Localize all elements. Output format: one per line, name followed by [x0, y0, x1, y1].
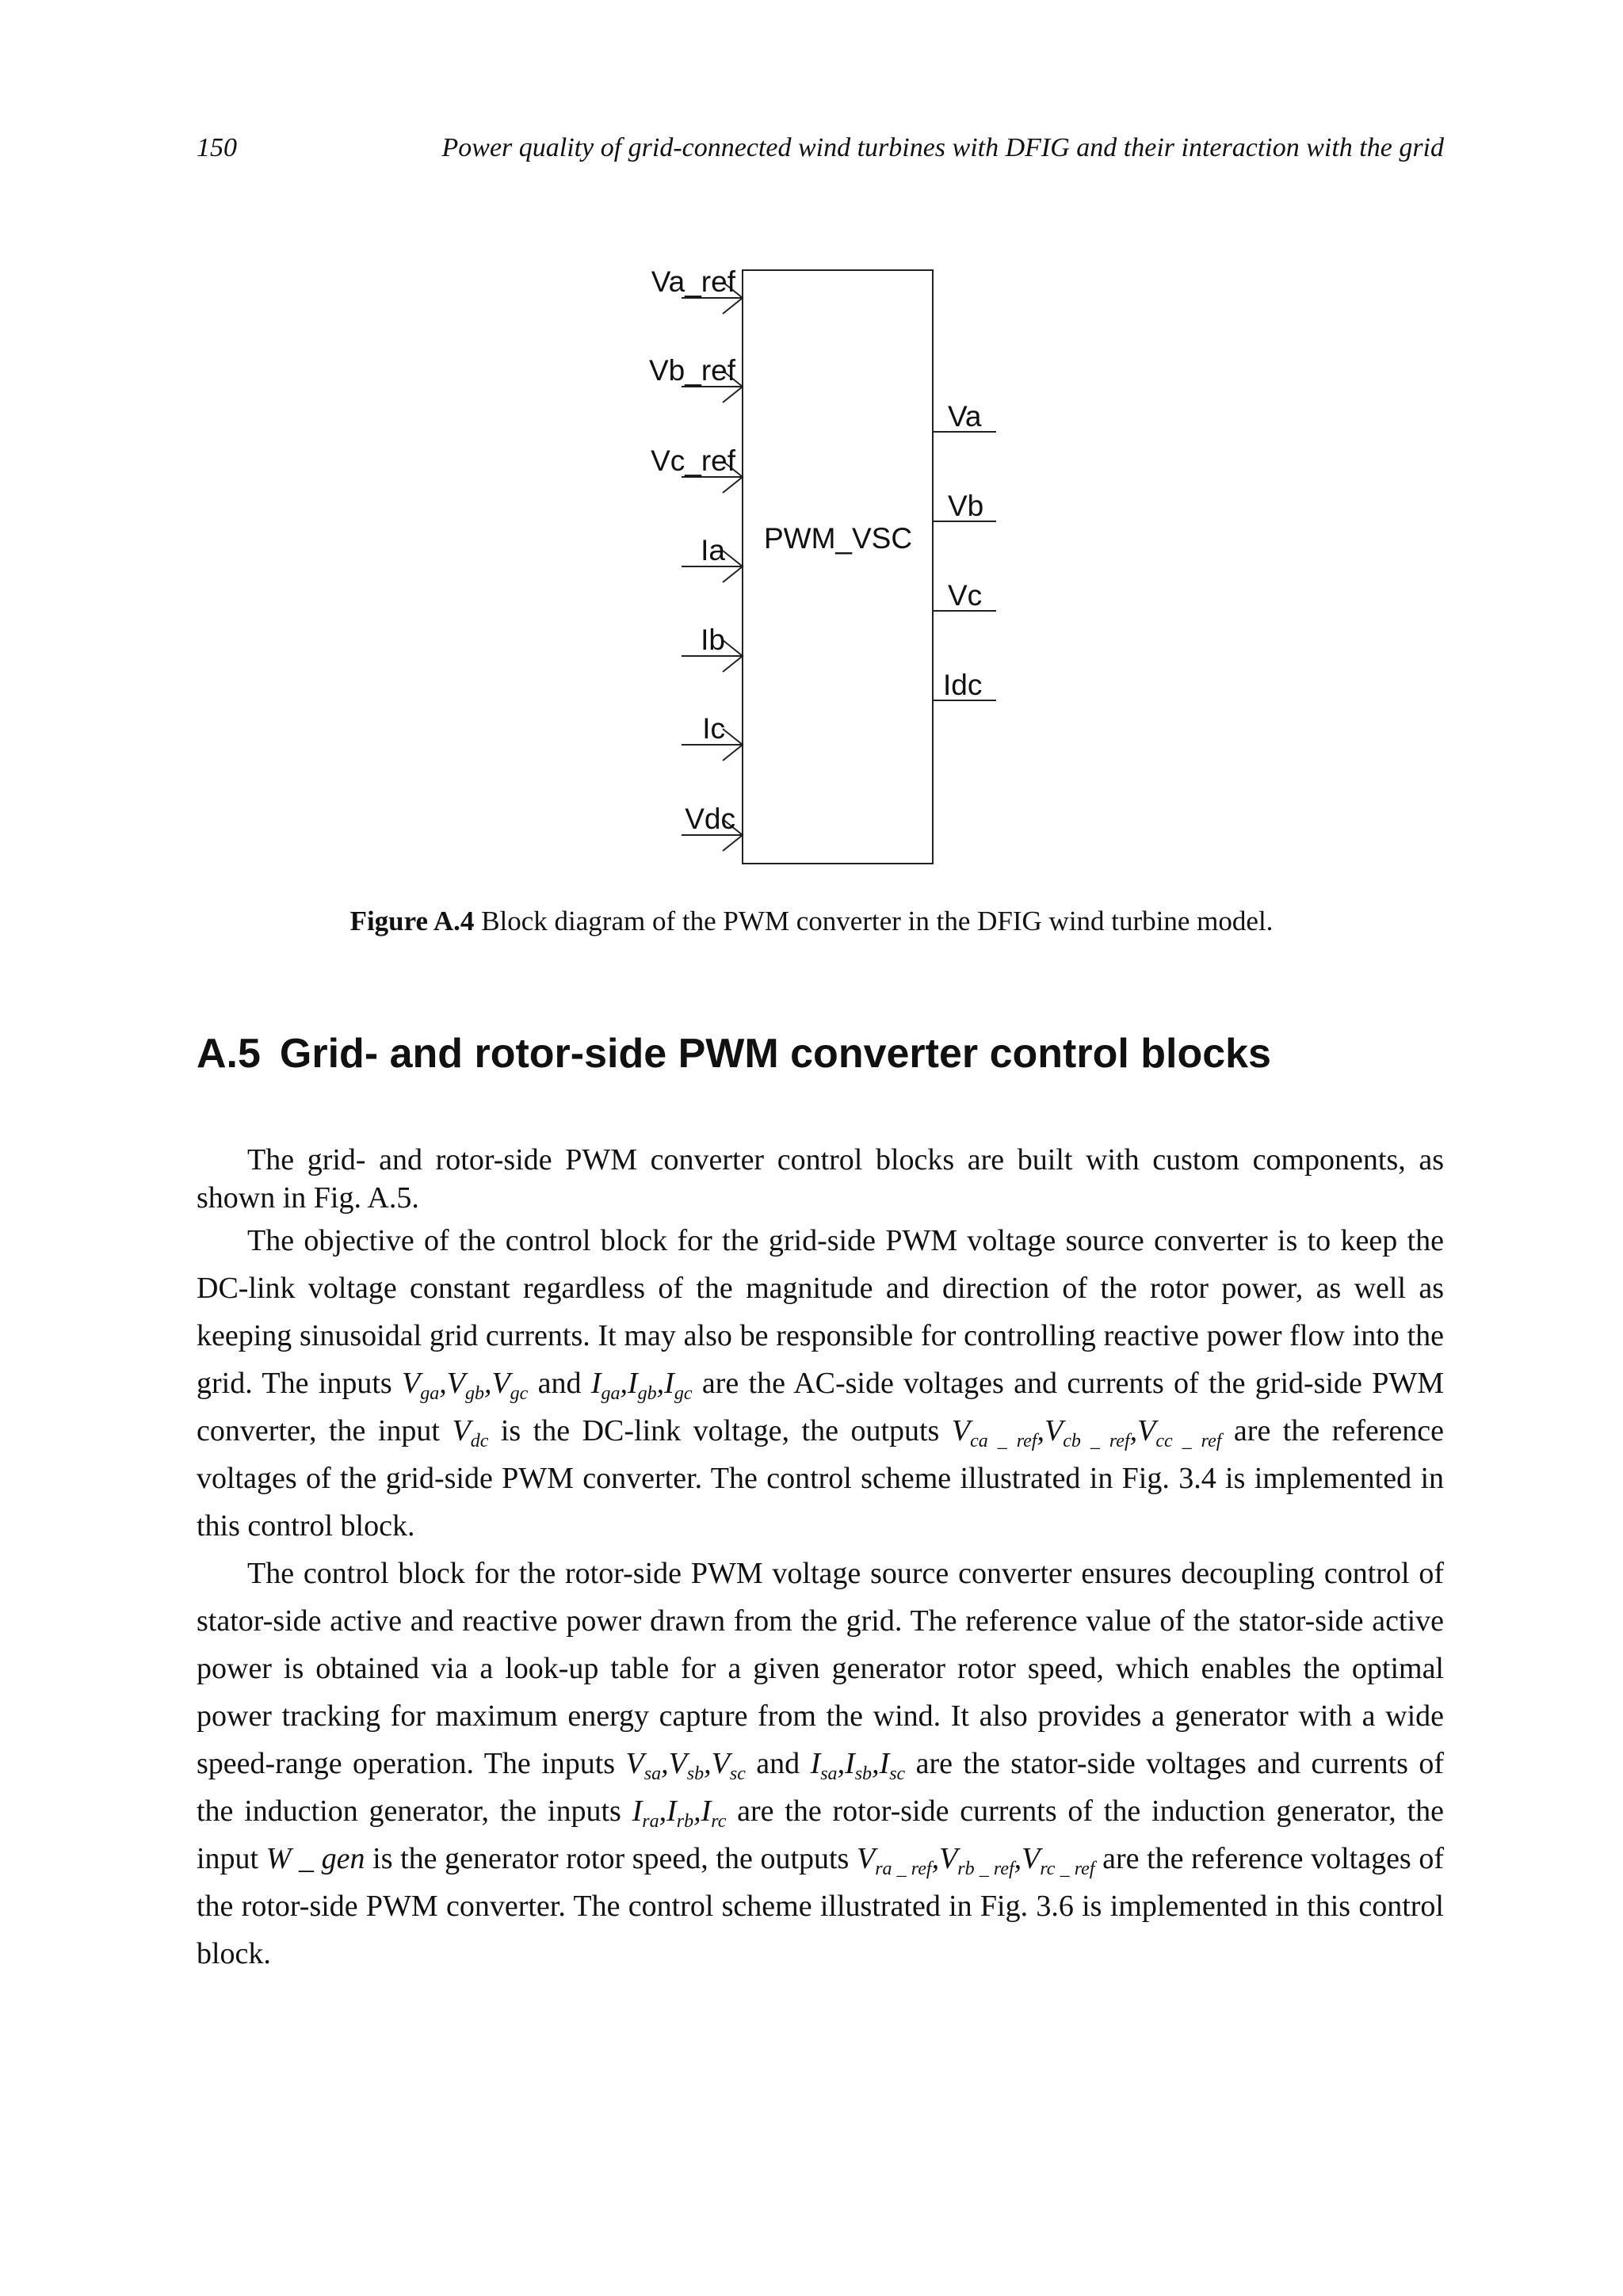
output-label-va: Va — [948, 400, 982, 433]
output-label-vc: Vc — [948, 579, 983, 612]
paragraph-1: The grid- and rotor-side PWM converter control blocks are built with custom components, as shown in Fig. A.5. — [197, 1143, 1444, 1215]
input-label-va-ref: Va_ref — [651, 265, 735, 298]
pwm-vsc-block — [743, 270, 933, 864]
input-label-vb-ref: Vb_ref — [648, 354, 735, 387]
input-label-ia: Ia — [701, 534, 725, 566]
book-title: Power quality of grid-connected wind turbines with DFIG and their interaction with the grid — [441, 133, 1444, 162]
math-w-gen: W _ gen — [265, 1842, 365, 1875]
paragraph-2: The objective of the control block for the grid-side PWM voltage source converter is to keep the DC-link voltage constant regardless of the magnitude and direction of the rotor power, as well as keeping sinusoidal grid currents. It may also be responsible for controlling reactive power flow into the grid. The inputs $V_{ga},V_{gb},V_{gc}$ and $I_{ga},I_{gb},I_{gc}$ are the AC-side voltages and currents of the grid-side PWM converter, the input $V_{dc}$ is the DC-link voltage, the outputs $V_{ca \_ ref},V_{cb \_ ref},V_{cc \_ ref}$ are the reference voltages of the grid-side PWM converter. The control scheme illustrated in Fig. 3.4 is implemented in this control block. — [197, 1224, 1445, 1543]
math-stator-currents: $I_{sa},I_{sb},I_{sc}$ — [810, 1747, 906, 1784]
input-label-ib: Ib — [701, 624, 725, 656]
math-rotor-ref-voltages: $V_{ra \_ ref},V_{rb \_ ref},V_{rc \_ ref}$ — [856, 1842, 1095, 1879]
section-number: A.5 — [197, 1031, 261, 1077]
body-text — [197, 1141, 1444, 1978]
math-grid-currents: $I_{ga},I_{gb},I_{gc}$ — [590, 1367, 693, 1404]
input-label-vc-ref: Vc_ref — [651, 444, 735, 477]
paragraph-3: The control block for the rotor-side PWM voltage source converter ensures decoupling control of stator-side active and reactive power drawn from the grid. The reference value of the stator-side active power is obtained via a look-up table for a given generator rotor speed, which enables the optimal power tracking for maximum energy capture from the wind. It also provides a generator with a wide speed-range operation. The inputs $V_{sa},V_{sb},V_{sc}$ and $I_{sa},I_{sb},I_{sc}$ are the stator-side voltages and currents of the induction generator, the inputs $I_{ra},I_{rb},I_{rc}$ are the rotor-side currents of the induction generator, the input W _ gen is the generator rotor speed, the outputs $V_{ra \_ ref},V_{rb \_ ref},V_{rc \_ ref}$ are the reference voltages of the rotor-side PWM converter. The control scheme illustrated in Fig. 3.6 is implemented in this control block. — [197, 1557, 1445, 1970]
input-label-vdc: Vdc — [685, 803, 735, 835]
math-rotor-currents: $I_{ra},I_{rb},I_{rc}$ — [632, 1794, 727, 1832]
block-label: PWM_VSC — [764, 522, 913, 555]
output-label-idc: Idc — [943, 669, 983, 701]
math-grid-ref-voltages: $V_{ca \_ ref},V_{cb \_ ref},V_{cc \_ ref}$ — [951, 1414, 1222, 1451]
math-dc-link-voltage: $V_{dc}$ — [452, 1414, 489, 1451]
figure-caption-text: Block diagram of the PWM converter in the DFIG wind turbine model. — [474, 906, 1274, 936]
page-number: 150 — [197, 133, 237, 162]
section-title: Grid- and rotor-side PWM converter control blocks — [279, 1031, 1271, 1077]
input-label-ic: Ic — [702, 712, 725, 745]
figure-label: Figure A.4 — [349, 906, 475, 936]
math-grid-voltages: $V_{ga},V_{gb},V_{gc}$ — [402, 1367, 529, 1404]
section-heading — [197, 1030, 1444, 1077]
math-stator-voltages: $V_{sa},V_{sb},V_{sc}$ — [625, 1747, 746, 1784]
pwm-converter-block-diagram — [0, 0, 1623, 887]
figure-caption — [0, 906, 1623, 937]
output-label-vb: Vb — [948, 490, 984, 522]
